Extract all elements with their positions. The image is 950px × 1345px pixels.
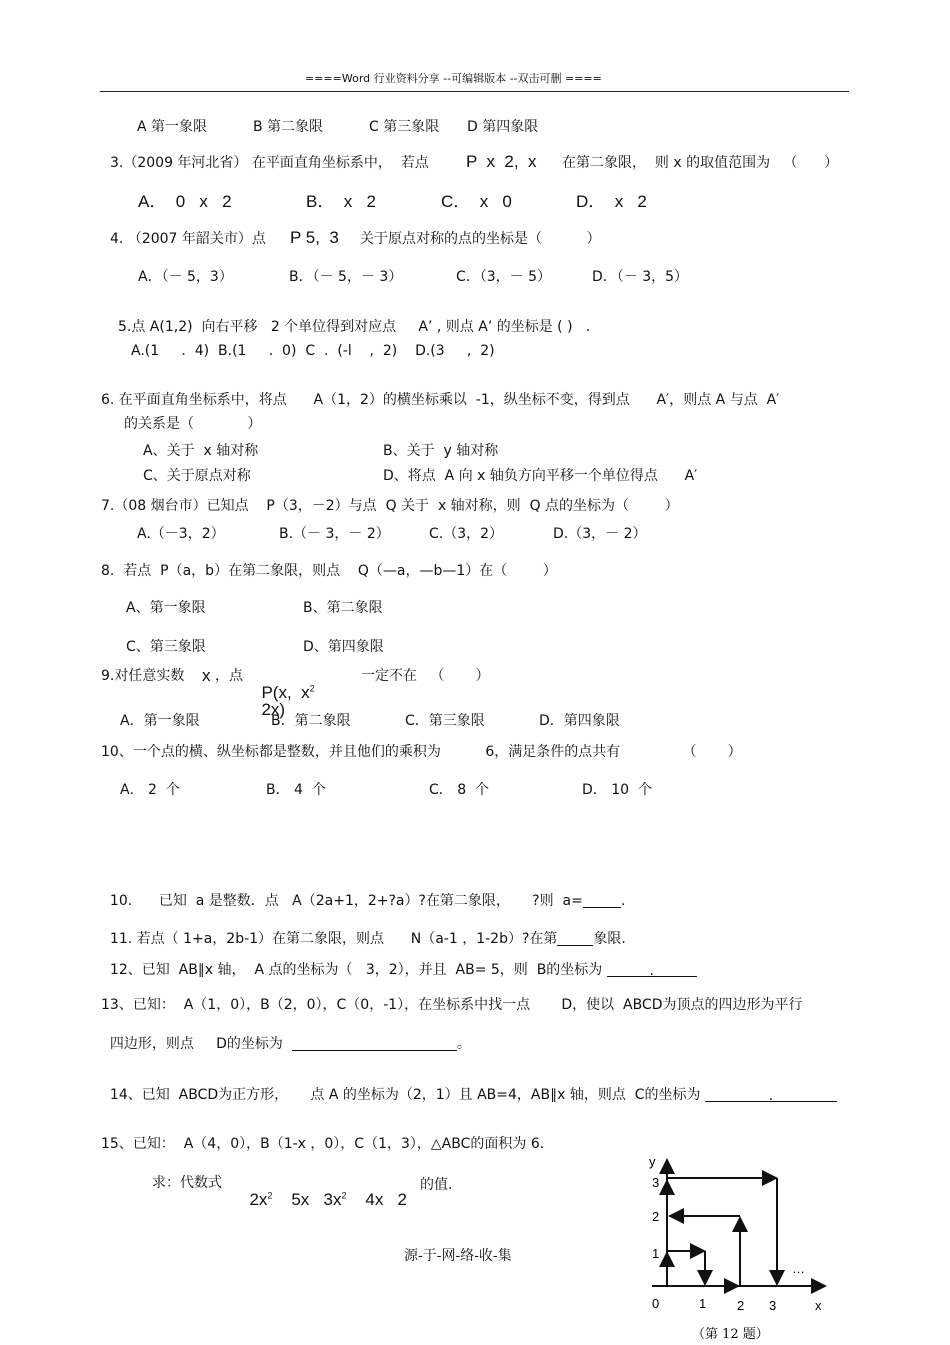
x-tick-1: 1 [699,1296,707,1311]
q15-term-4: 4x [365,1190,384,1209]
q4-option-d: D．（－ 3，5） [592,269,689,285]
q15-expr [240,1174,407,1208]
q6-line2: 的关系是（ ） [124,416,262,432]
q6-option-a: A、关于 x 轴对称 [143,443,259,459]
q12-text [101,949,697,977]
x-axis-label: x [815,1298,822,1313]
y-tick-2: 2 [652,1209,660,1224]
q10b-text [101,880,625,908]
q9-exp: 2 [309,683,315,694]
q14-prompt: 14、已知 ABCD为正方形， 点 A 的坐标为（2，1）且 AB=4，AB∥x 轴，则点 C的坐标为 [109,1087,701,1103]
q11-text [101,918,626,946]
q4-tail: 关于原点对称的点的坐标是（ ） [360,231,601,247]
origin-label: 0 [652,1296,660,1311]
q10a-option-a: A． 2 个 [120,782,180,798]
q12-prompt: 12、已知 AB∥x 轴， A 点的坐标为（ 3，2），并且 AB= 5，则 B的坐标为 [109,962,603,978]
q10b-end: . [620,893,626,909]
q12-dot: . [649,963,654,979]
q9-mid: ，点 [215,668,243,684]
y-axis-label: y [649,1154,656,1169]
q6-line1: 6. 在平面直角坐标系中，将点 A（1，2）的横坐标乘以 -1，纵坐标不变，得到点 A′，则点 A 与点 A′ [101,392,780,408]
page-header: ====Word 行业资料分享 --可编辑版本 --双击可删 ==== [305,72,602,85]
q10a-text: 10、一个点的横、纵坐标都是整数，并且他们的乘积为 6，满足条件的点共有 （ ） [101,744,742,760]
q7-option-d: D.（3，－ 2） [553,526,647,542]
page-footer: 源-于-网-络-收-集 [404,1248,512,1264]
y-tick-1: 1 [652,1246,660,1261]
q9-option-b: B．第二象限 [271,713,351,729]
q9-var: x [202,666,211,685]
q10b-prompt: 10. 已知 a 是整数．点 A（2a+1，2+?a）?在第二象限， ?则 a= [109,893,583,909]
q8-option-a: A、第一象限 [126,600,206,616]
q2-option-a: A 第一象限 [137,119,208,135]
q11-prompt: 11. 若点（ 1+a，2b-1）在第二象限，则点 N（a-1 ，1-2b）?在第 [109,931,558,947]
q10a-option-d: D． 10 个 [582,782,652,798]
q11-answer-blank [557,933,593,946]
q13-answer-blank [292,1038,457,1051]
q6-option-d: D、将点 A 向 x 轴负方向平移一个单位得点 A′ [383,468,698,484]
q9-expr-base: P(x, x [261,683,310,702]
q4-option-c: C．（3，－ 5） [456,269,552,285]
x-tick-3: 3 [769,1298,777,1313]
q8-text: 8. 若点 P（a，b）在第二象限，则点 Q（—a，—b—1）在（ ） [101,563,557,579]
ellipsis: … [792,1261,805,1276]
q15-exp-1: 2 [267,1190,273,1201]
q3-option-a: A． 0 x 2 [138,192,232,211]
q6-option-c: C、关于原点对称 [143,468,251,484]
header-divider [100,91,849,92]
q7-option-c: C.（3，2） [429,526,504,542]
q15-term-1: 2x [249,1190,268,1209]
q10a-option-c: C． 8 个 [429,782,490,798]
q9-tail: 一定不在 （ ） [361,668,490,684]
q9-text: 9.对任意实数 [101,668,185,684]
q3-option-d: D． x 2 [576,192,647,211]
q15-term-5: 2 [397,1190,407,1209]
q13-line1: 13、已知： A（1，0），B（2，0），C（0，-1），在坐标系中找一点 D，使以 ABCD为顶点的四边形为平行 [101,997,803,1013]
q3-tail: 在第二象限， 则 x 的取值范围为 （ ） [562,155,839,171]
q2-option-d: D 第四象限 [467,119,539,135]
x-tick-2: 2 [737,1298,745,1313]
q15-end: 的值. [420,1177,453,1193]
q14-dot: . [768,1088,774,1104]
q7-option-b: B.（－ 3，－ 2） [279,526,390,542]
q15-term-2: 5x [291,1190,310,1209]
q9-expr-tail: 2x) [261,700,286,719]
q15-line1: 15、已知： A（4，0），B（1-x ，0），C（1，3），△ABC的面积为 6． [101,1136,554,1152]
q4-text: 4. （2007 年韶关市）点 [110,231,266,247]
q7-option-a: A.（－3，2） [137,526,225,542]
q13-prompt: 四边形，则点 D的坐标为 [109,1036,283,1052]
q14-text [101,1074,837,1102]
q11-end: 象限. [593,931,626,947]
q4-expr: P 5, 3 [290,228,339,247]
q10a-option-b: B． 4 个 [266,782,326,798]
q3-text: 3.（2009 年河北省） 在平面直角坐标系中， 若点 [110,155,429,171]
q2-option-c: C 第三象限 [369,119,440,135]
q13-end: 。 [456,1036,471,1052]
q4-option-b: B．（－ 5，－ 3） [289,269,403,285]
q2-option-b: B 第二象限 [253,119,324,135]
q8-option-c: C、第三象限 [126,639,206,655]
q3-option-c: C． x 0 [441,192,512,211]
y-tick-3: 3 [652,1175,660,1190]
q5-text: 5.点 A(1,2) 向右平移 2 个单位得到对应点 A’ , 则点 A’ 的坐标是 ( ) . [118,319,591,335]
q3-expr: P x 2, x [466,152,537,171]
q15-prefix: 求：代数式 [152,1175,222,1191]
q9-option-c: C．第三象限 [405,713,485,729]
figure-path [667,1178,777,1286]
q12-answer-blank [607,964,697,977]
q8-option-d: D、第四象限 [303,639,384,655]
q6-option-b: B、关于 y 轴对称 [383,443,499,459]
q10b-answer-blank [583,895,621,908]
figure-caption: （第 12 题） [692,1327,769,1342]
q14-answer-blank [705,1089,837,1102]
q9-option-d: D．第四象限 [539,713,620,729]
q15-exp-2: 2 [341,1190,347,1201]
q4-option-a: A．（－ 5，3） [138,269,233,285]
q7-text: 7.（08 烟台市）已知点 P（3，－2）与点 Q 关于 x 轴对称，则 Q 点的坐标为（ ） [101,498,679,514]
q8-option-b: B、第二象限 [303,600,383,616]
q13-line2 [101,1023,471,1051]
q5-options: A.(1 . 4) B.(1 . 0) C . (-l , 2) D.(3 , 2) [131,343,495,359]
q9-option-a: A．第一象限 [120,713,200,729]
q9-expr [252,667,315,718]
q15-term-3: 3x [323,1190,342,1209]
q3-option-b: B． x 2 [306,192,376,211]
coordinate-figure [630,1148,840,1343]
